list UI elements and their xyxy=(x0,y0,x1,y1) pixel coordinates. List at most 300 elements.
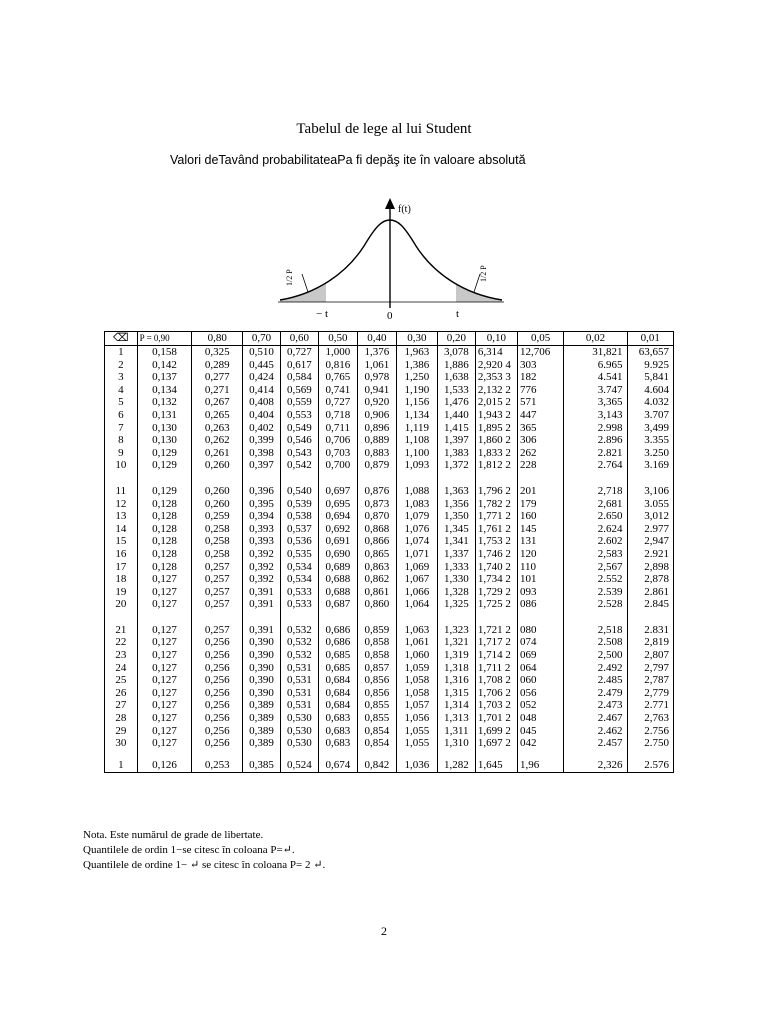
value-cell: 1,734 2 xyxy=(475,573,517,586)
value-cell: 0,861 xyxy=(357,586,396,599)
value-cell: 1,318 xyxy=(437,662,475,675)
value-cell: 1,036 xyxy=(396,750,437,773)
value-cell: 2.539 xyxy=(564,586,627,599)
value-cell: 2,353 3 xyxy=(475,371,517,384)
table-row xyxy=(105,737,674,750)
table-row xyxy=(105,409,674,422)
value-cell: 0,553 xyxy=(280,409,318,422)
value-cell: 0,257 xyxy=(192,561,243,574)
value-cell: 0,691 xyxy=(318,535,357,548)
df-cell: 16 xyxy=(105,548,138,561)
student-t-table xyxy=(104,331,674,773)
table-header-row xyxy=(105,332,674,346)
value-cell: 1,703 2 xyxy=(475,699,517,712)
df-cell: 30 xyxy=(105,737,138,750)
value-cell: 1,729 2 xyxy=(475,586,517,599)
value-cell: 0,683 xyxy=(318,737,357,750)
value-cell: 1,282 xyxy=(437,750,475,773)
df-cell: 18 xyxy=(105,573,138,586)
value-cell: 31,821 xyxy=(564,346,627,359)
df-cell: 17 xyxy=(105,561,138,574)
value-cell: 0,686 xyxy=(318,636,357,649)
value-cell: 0,132 xyxy=(137,396,192,409)
value-cell: 0,858 xyxy=(357,636,396,649)
value-cell: 0,127 xyxy=(137,649,192,662)
value-cell: 0,261 xyxy=(192,447,243,460)
df-cell: 26 xyxy=(105,687,138,700)
value-cell: 3,143 xyxy=(564,409,627,422)
value-cell: 0,941 xyxy=(357,384,396,397)
value-cell: 0,398 xyxy=(243,447,281,460)
value-cell: 069 xyxy=(517,649,563,662)
value-cell: 3.747 xyxy=(564,384,627,397)
value-cell: 0,256 xyxy=(192,712,243,725)
value-cell: 060 xyxy=(517,674,563,687)
table-row xyxy=(105,498,674,511)
value-cell: 2.896 xyxy=(564,434,627,447)
df-cell: 4 xyxy=(105,384,138,397)
value-cell: 2.508 xyxy=(564,636,627,649)
value-cell: 080 xyxy=(517,624,563,637)
value-cell: 1,701 2 xyxy=(475,712,517,725)
value-cell: 1,064 xyxy=(396,598,437,611)
value-cell: 0,142 xyxy=(137,359,192,372)
value-cell: 1,963 xyxy=(396,346,437,359)
value-cell: 0,695 xyxy=(318,498,357,511)
value-cell: 1,156 xyxy=(396,396,437,409)
value-cell: 045 xyxy=(517,725,563,738)
value-cell: 0,397 xyxy=(243,459,281,472)
value-cell: 306 xyxy=(517,434,563,447)
value-cell: 0,404 xyxy=(243,409,281,422)
table-row xyxy=(105,396,674,409)
value-cell: 2.576 xyxy=(627,750,673,773)
value-cell: 0,393 xyxy=(243,523,281,536)
value-cell: 1,057 xyxy=(396,699,437,712)
value-cell: 0,393 xyxy=(243,535,281,548)
value-cell: 1,708 2 xyxy=(475,674,517,687)
value-cell: 2,326 xyxy=(564,750,627,773)
value-cell: 0,389 xyxy=(243,737,281,750)
value-cell: 0,542 xyxy=(280,459,318,472)
value-cell: 2.457 xyxy=(564,737,627,750)
value-cell: 0,130 xyxy=(137,422,192,435)
value-cell: 776 xyxy=(517,384,563,397)
value-cell: 1,711 2 xyxy=(475,662,517,675)
value-cell: 0,256 xyxy=(192,699,243,712)
value-cell: 2,779 xyxy=(627,687,673,700)
df-cell: 1 xyxy=(105,750,138,773)
value-cell: 0,396 xyxy=(243,485,281,498)
value-cell: 1,341 xyxy=(437,535,475,548)
value-cell: 447 xyxy=(517,409,563,422)
value-cell: 3.355 xyxy=(627,434,673,447)
value-cell: 201 xyxy=(517,485,563,498)
value-cell: 3.250 xyxy=(627,447,673,460)
value-cell: 2,819 xyxy=(627,636,673,649)
value-cell: 0,127 xyxy=(137,573,192,586)
value-cell: 0,537 xyxy=(280,523,318,536)
value-cell: 1,833 2 xyxy=(475,447,517,460)
value-cell: 1,771 2 xyxy=(475,510,517,523)
density-curve xyxy=(280,220,502,300)
value-cell: 0,816 xyxy=(318,359,357,372)
value-cell: 0,256 xyxy=(192,725,243,738)
value-cell: 0,128 xyxy=(137,535,192,548)
value-cell: 1,067 xyxy=(396,573,437,586)
value-cell: 1,311 xyxy=(437,725,475,738)
df-cell: 2 xyxy=(105,359,138,372)
table-row xyxy=(105,523,674,536)
value-cell: 1,533 xyxy=(437,384,475,397)
value-cell: 0,385 xyxy=(243,750,281,773)
table-row xyxy=(105,725,674,738)
value-cell: 0,855 xyxy=(357,699,396,712)
value-cell: 1,363 xyxy=(437,485,475,498)
value-cell: 2.771 xyxy=(627,699,673,712)
p-header-cell: 0,50 xyxy=(318,332,357,346)
value-cell: 0,134 xyxy=(137,384,192,397)
value-cell: 0,258 xyxy=(192,523,243,536)
value-cell: 2,518 xyxy=(564,624,627,637)
value-cell: 0,389 xyxy=(243,699,281,712)
value-cell: 042 xyxy=(517,737,563,750)
table-row xyxy=(105,636,674,649)
value-cell: 0,402 xyxy=(243,422,281,435)
value-cell: 0,531 xyxy=(280,699,318,712)
value-cell: 0,584 xyxy=(280,371,318,384)
df-cell: 20 xyxy=(105,598,138,611)
value-cell: 0,531 xyxy=(280,662,318,675)
value-cell: 0,128 xyxy=(137,548,192,561)
value-cell: 0,857 xyxy=(357,662,396,675)
value-cell: 0,390 xyxy=(243,687,281,700)
value-cell: 0,533 xyxy=(280,586,318,599)
value-cell: 0,395 xyxy=(243,498,281,511)
value-cell: 1,699 2 xyxy=(475,725,517,738)
value-cell: 0,920 xyxy=(357,396,396,409)
value-cell: 2,132 2 xyxy=(475,384,517,397)
value-cell: 0,408 xyxy=(243,396,281,409)
table-row xyxy=(105,561,674,574)
value-cell: 0,540 xyxy=(280,485,318,498)
value-cell: 0,253 xyxy=(192,750,243,773)
value-cell: 0,263 xyxy=(192,422,243,435)
df-cell: 8 xyxy=(105,434,138,447)
value-cell: 3,499 xyxy=(627,422,673,435)
value-cell: 2.756 xyxy=(627,725,673,738)
value-cell: 1,061 xyxy=(396,636,437,649)
df-cell: 6 xyxy=(105,409,138,422)
value-cell: 1,319 xyxy=(437,649,475,662)
value-cell: 0,257 xyxy=(192,624,243,637)
value-cell: 1,638 xyxy=(437,371,475,384)
value-cell: 0,390 xyxy=(243,674,281,687)
value-cell: 1,386 xyxy=(396,359,437,372)
value-cell: 0,533 xyxy=(280,598,318,611)
value-cell: 2.485 xyxy=(564,674,627,687)
p-header-cell: 0,70 xyxy=(243,332,281,346)
value-cell: 1,108 xyxy=(396,434,437,447)
value-cell: 1,119 xyxy=(396,422,437,435)
value-cell: 0,711 xyxy=(318,422,357,435)
value-cell: 0,392 xyxy=(243,548,281,561)
value-cell: 365 xyxy=(517,422,563,435)
value-cell: 0,265 xyxy=(192,409,243,422)
value-cell: 1,310 xyxy=(437,737,475,750)
value-cell: 571 xyxy=(517,396,563,409)
value-cell: 1,761 2 xyxy=(475,523,517,536)
value-cell: 0,559 xyxy=(280,396,318,409)
value-cell: 1,706 2 xyxy=(475,687,517,700)
df-cell: 15 xyxy=(105,535,138,548)
value-cell: 1,055 xyxy=(396,725,437,738)
value-cell: 0,896 xyxy=(357,422,396,435)
value-cell: 3,106 xyxy=(627,485,673,498)
value-cell: 0,262 xyxy=(192,434,243,447)
value-cell: 0,860 xyxy=(357,598,396,611)
value-cell: 0,126 xyxy=(137,750,192,773)
left-tail-label: 1/2 P xyxy=(285,269,294,286)
df-cell: 23 xyxy=(105,649,138,662)
value-cell: 0,127 xyxy=(137,674,192,687)
t-label: t xyxy=(456,308,460,320)
value-cell: 0,532 xyxy=(280,649,318,662)
table-row xyxy=(105,422,674,435)
value-cell: 0,862 xyxy=(357,573,396,586)
table-row xyxy=(105,662,674,675)
value-cell: 0,399 xyxy=(243,434,281,447)
p-header-cell: 0,10 xyxy=(475,332,517,346)
value-cell: 1,782 2 xyxy=(475,498,517,511)
value-cell: 1,058 xyxy=(396,687,437,700)
value-cell: 0,277 xyxy=(192,371,243,384)
value-cell: 052 xyxy=(517,699,563,712)
value-cell: 0,131 xyxy=(137,409,192,422)
value-cell: 1,069 xyxy=(396,561,437,574)
table-row xyxy=(105,573,674,586)
group-spacer xyxy=(105,611,674,624)
value-cell: 1,753 2 xyxy=(475,535,517,548)
value-cell: 0,536 xyxy=(280,535,318,548)
value-cell: 1,100 xyxy=(396,447,437,460)
p-header-prefix: P = 0,90 xyxy=(137,332,192,346)
value-cell: 1,376 xyxy=(357,346,396,359)
df-cell: 25 xyxy=(105,674,138,687)
value-cell: 0,127 xyxy=(137,636,192,649)
value-cell: 145 xyxy=(517,523,563,536)
p-header-cell: 0,60 xyxy=(280,332,318,346)
value-cell: 4.541 xyxy=(564,371,627,384)
table-row xyxy=(105,712,674,725)
value-cell: 3,012 xyxy=(627,510,673,523)
student-distribution-diagram xyxy=(276,196,506,322)
table-row xyxy=(105,346,674,359)
p-header-cell: 0,20 xyxy=(437,332,475,346)
value-cell: 0,129 xyxy=(137,459,192,472)
value-cell: 0,325 xyxy=(192,346,243,359)
value-cell: 2.977 xyxy=(627,523,673,536)
value-cell: 0,617 xyxy=(280,359,318,372)
value-cell: 0,727 xyxy=(318,396,357,409)
value-cell: 1,717 2 xyxy=(475,636,517,649)
value-cell: 0,684 xyxy=(318,674,357,687)
value-cell: 0,532 xyxy=(280,624,318,637)
value-cell: 0,688 xyxy=(318,573,357,586)
p-header-cell: 0,40 xyxy=(357,332,396,346)
value-cell: 1,333 xyxy=(437,561,475,574)
df-cell: 11 xyxy=(105,485,138,498)
value-cell: 4.032 xyxy=(627,396,673,409)
value-cell: 1,96 xyxy=(517,750,563,773)
value-cell: 0,260 xyxy=(192,459,243,472)
value-cell: 2,898 xyxy=(627,561,673,574)
value-cell: 0,127 xyxy=(137,712,192,725)
value-cell: 6.965 xyxy=(564,359,627,372)
df-cell: 28 xyxy=(105,712,138,725)
note-line: Quantilele de ordine 1− ↵ se citesc în coloana P= 2 ↵. xyxy=(83,859,326,871)
value-cell: 0,267 xyxy=(192,396,243,409)
value-cell: 0,865 xyxy=(357,548,396,561)
value-cell: 0,855 xyxy=(357,712,396,725)
value-cell: 2.650 xyxy=(564,510,627,523)
value-cell: 2.602 xyxy=(564,535,627,548)
value-cell: 0,697 xyxy=(318,485,357,498)
value-cell: 1,440 xyxy=(437,409,475,422)
df-cell: 9 xyxy=(105,447,138,460)
value-cell: 4.604 xyxy=(627,384,673,397)
df-cell: 5 xyxy=(105,396,138,409)
value-cell: 0,690 xyxy=(318,548,357,561)
value-cell: 0,569 xyxy=(280,384,318,397)
value-cell: 0,765 xyxy=(318,371,357,384)
value-cell: 0,854 xyxy=(357,737,396,750)
value-cell: 1,134 xyxy=(396,409,437,422)
df-cell: 27 xyxy=(105,699,138,712)
value-cell: 1,250 xyxy=(396,371,437,384)
value-cell: 1,746 2 xyxy=(475,548,517,561)
value-cell: 0,127 xyxy=(137,586,192,599)
value-cell: 1,372 xyxy=(437,459,475,472)
note-line: Quantilele de ordin 1−se citesc în coloana P=↵. xyxy=(83,844,295,856)
table-row xyxy=(105,649,674,662)
y-axis-arrowhead xyxy=(385,198,395,209)
value-cell: 2,878 xyxy=(627,573,673,586)
value-cell: 1,350 xyxy=(437,510,475,523)
table-row xyxy=(105,510,674,523)
value-cell: 2.462 xyxy=(564,725,627,738)
value-cell: 1,415 xyxy=(437,422,475,435)
value-cell: 0,866 xyxy=(357,535,396,548)
value-cell: 2,681 xyxy=(564,498,627,511)
table-row xyxy=(105,687,674,700)
note-line: Nota. Este numărul de grade de libertate. xyxy=(83,829,264,841)
value-cell: 0,718 xyxy=(318,409,357,422)
value-cell: 0,854 xyxy=(357,725,396,738)
value-cell: 0,256 xyxy=(192,662,243,675)
value-cell: 0,706 xyxy=(318,434,357,447)
value-cell: 0,685 xyxy=(318,662,357,675)
value-cell: 0,687 xyxy=(318,598,357,611)
value-cell: 1,190 xyxy=(396,384,437,397)
value-cell: 0,685 xyxy=(318,649,357,662)
value-cell: 5,841 xyxy=(627,371,673,384)
value-cell: 0,127 xyxy=(137,624,192,637)
value-cell: 1,645 xyxy=(475,750,517,773)
value-cell: 1,345 xyxy=(437,523,475,536)
value-cell: 1,071 xyxy=(396,548,437,561)
value-cell: 0,686 xyxy=(318,624,357,637)
value-cell: 179 xyxy=(517,498,563,511)
table-row xyxy=(105,750,674,773)
value-cell: 2,797 xyxy=(627,662,673,675)
table-row xyxy=(105,535,674,548)
value-cell: 0,531 xyxy=(280,687,318,700)
right-tail-pointer xyxy=(474,274,480,292)
df-cell: 24 xyxy=(105,662,138,675)
value-cell: 0,858 xyxy=(357,649,396,662)
value-cell: 0,424 xyxy=(243,371,281,384)
value-cell: 110 xyxy=(517,561,563,574)
value-cell: 0,688 xyxy=(318,586,357,599)
value-cell: 1,060 xyxy=(396,649,437,662)
value-cell: 1,943 2 xyxy=(475,409,517,422)
value-cell: 2.552 xyxy=(564,573,627,586)
value-cell: 2,787 xyxy=(627,674,673,687)
value-cell: 0,883 xyxy=(357,447,396,460)
value-cell: 056 xyxy=(517,687,563,700)
value-cell: 0,873 xyxy=(357,498,396,511)
value-cell: 2.750 xyxy=(627,737,673,750)
value-cell: 160 xyxy=(517,510,563,523)
p-header-cell: 0,05 xyxy=(517,332,563,346)
value-cell: 0,689 xyxy=(318,561,357,574)
value-cell: 3.169 xyxy=(627,459,673,472)
value-cell: 1,079 xyxy=(396,510,437,523)
value-cell: 0,539 xyxy=(280,498,318,511)
value-cell: 9.925 xyxy=(627,359,673,372)
value-cell: 1,056 xyxy=(396,712,437,725)
df-cell: 10 xyxy=(105,459,138,472)
value-cell: 1,083 xyxy=(396,498,437,511)
value-cell: 0,863 xyxy=(357,561,396,574)
value-cell: 2.624 xyxy=(564,523,627,536)
value-cell: 1,316 xyxy=(437,674,475,687)
value-cell: 0,842 xyxy=(357,750,396,773)
df-cell: 1 xyxy=(105,346,138,359)
value-cell: 1,000 xyxy=(318,346,357,359)
value-cell: 0,700 xyxy=(318,459,357,472)
value-cell: 0,538 xyxy=(280,510,318,523)
value-cell: 0,137 xyxy=(137,371,192,384)
value-cell: 0,390 xyxy=(243,662,281,675)
value-cell: 048 xyxy=(517,712,563,725)
df-cell: 19 xyxy=(105,586,138,599)
value-cell: 1,697 2 xyxy=(475,737,517,750)
right-tail-label: 1/2 P xyxy=(479,265,488,282)
value-cell: 0,129 xyxy=(137,447,192,460)
value-cell: 1,076 xyxy=(396,523,437,536)
value-cell: 2,807 xyxy=(627,649,673,662)
value-cell: 0,258 xyxy=(192,548,243,561)
value-cell: 0,532 xyxy=(280,636,318,649)
value-cell: 1,325 xyxy=(437,598,475,611)
value-cell: 0,391 xyxy=(243,586,281,599)
value-cell: 086 xyxy=(517,598,563,611)
value-cell: 093 xyxy=(517,586,563,599)
value-cell: 0,549 xyxy=(280,422,318,435)
y-axis-label: f(t) xyxy=(398,204,411,215)
